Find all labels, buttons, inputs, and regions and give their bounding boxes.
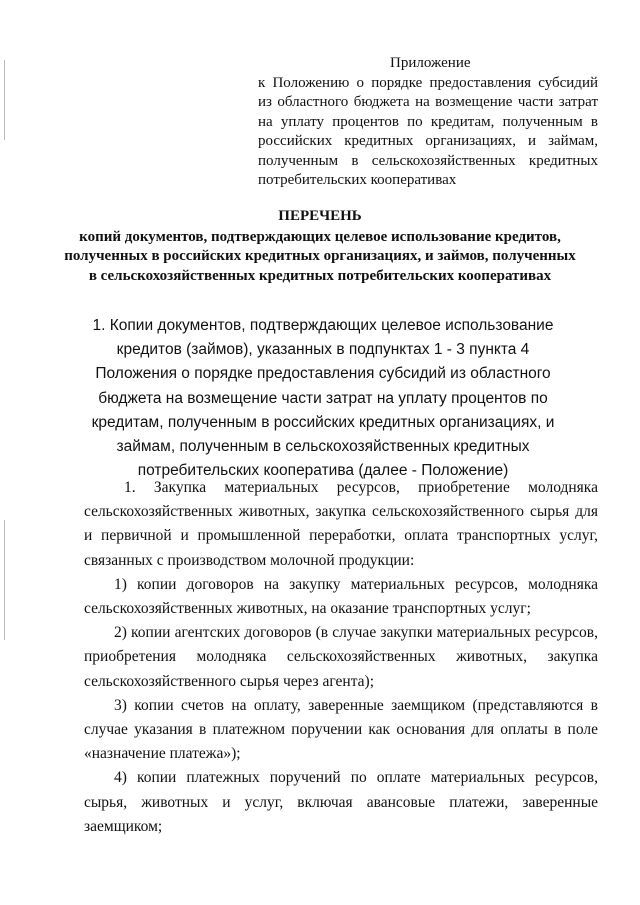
list-item: 2) копии агентских договоров (в случае закупки материальных ресурсов, приобретения молодняка сельскохозяйственных животных, закупка сельскохозяйственного сырья через агента); bbox=[84, 624, 598, 690]
appendix-heading: Приложение bbox=[390, 55, 471, 71]
title-heading: ПЕРЕЧЕНЬ bbox=[278, 208, 362, 224]
list-item: 3) копии счетов на оплату, заверенные заемщиком (представляются в случае указания в платежном поручении как основания для оплаты в поле «назначение платежа»); bbox=[84, 696, 598, 763]
title-subheading: копий документов, подтверждающих целевое использование кредитов, полученных в российских кредитных организациях, и займов, полученных в сельскохозяйственных кредитных потребительских кооперативах bbox=[64, 228, 576, 284]
body-section bbox=[84, 476, 598, 839]
appendix-block bbox=[258, 54, 598, 191]
section-paragraph: 1. Закупка материальных ресурсов, приобретение молодняка сельскохозяйственных животных, закупка сельскохозяйственного сырья для и первичной и промышленной переработки, оплата транспортных услуг, связанных с производством молочной продукции: bbox=[84, 479, 598, 569]
document-title bbox=[60, 207, 580, 286]
appendix-text: к Положению о порядке предоставления субсидий из областного бюджета на возмещение части затрат на уплату процентов по кредитам, полученным в российских кредитных организациях, и займам, полученным в сельскохозяйственных кредитных потребительских кооперативах bbox=[258, 74, 598, 188]
scan-edge-mark bbox=[4, 520, 5, 640]
list-item: 4) копии платежных поручений по оплате материальных ресурсов, сырья, животных и услуг, включая авансовые платежи, заверенные заемщиком; bbox=[84, 769, 598, 835]
list-item: 1) копии договоров на закупку материальных ресурсов, молодняка сельскохозяйственных животных, на оказание транспортных услуг; bbox=[84, 575, 598, 618]
intro-paragraph: 1. Копии документов, подтверждающих целевое использование кредитов (займов), указанных в подпунктах 1 - 3 пункта 4 Положения о порядке предоставления субсидий из областного бюджета на возмещение части затрат на уплату процентов по кредитам, полученным в российских кредитных организациях, и займам, полученным в сельскохозяйственных кредитных потребительских кооператива (далее - Положение) bbox=[91, 317, 555, 480]
scan-edge-mark bbox=[4, 60, 5, 140]
